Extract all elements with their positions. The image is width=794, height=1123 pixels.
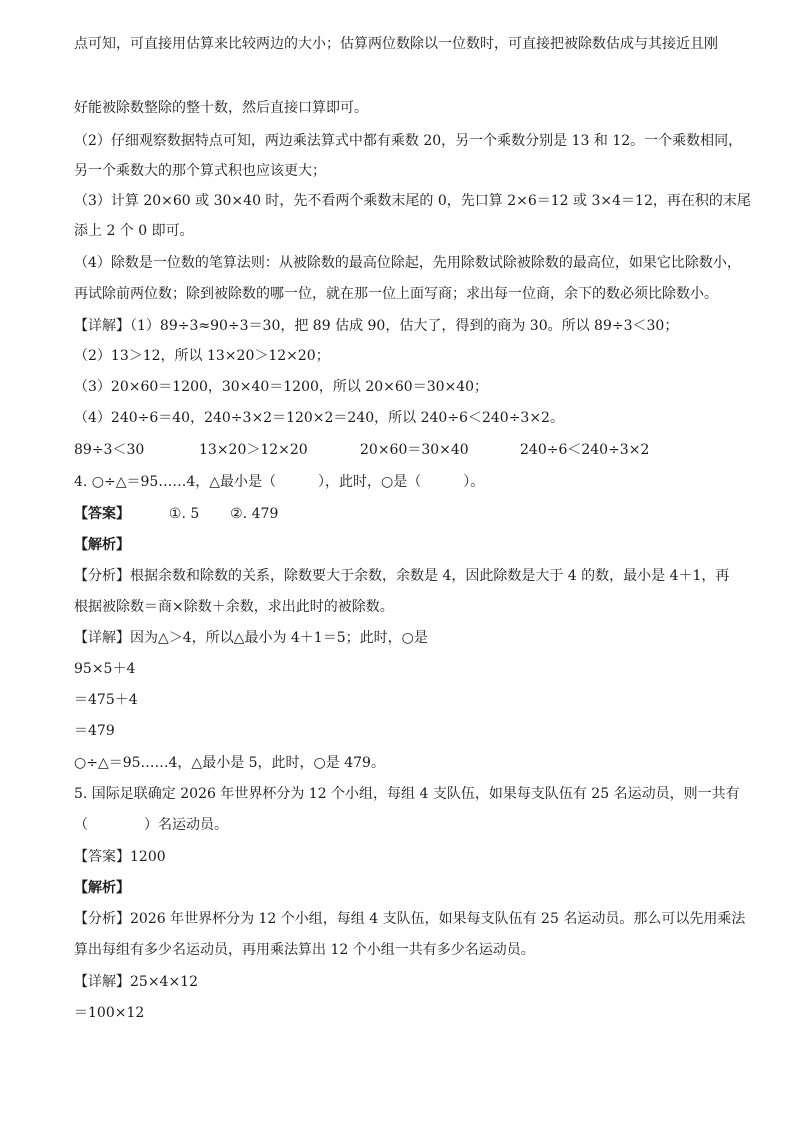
analysis-label: 【解析】 [74,880,130,896]
text-line: （3）计算 20×60 或 30×40 时，先不看两个乘数末尾的 0，先口算 2×6＝12 或 3×4＝12，再在积的末尾 [74,193,751,209]
answer-cell: 13×20＞12×20 [199,442,308,458]
text-line: 【详解】因为△＞4，所以△最小为 4＋1＝5；此时，○是 [74,630,428,646]
text-line: 另一个乘数大的那个算式积也应该更大； [74,163,326,179]
calc-step: ＝479 [74,723,115,739]
text-line: 好能被除数整除的整十数，然后直接口算即可。 [74,100,368,116]
answer-line [74,504,734,524]
answer-value: ②. 479 [230,506,279,522]
text-line: 算出每组有多少名运动员，再用乘法算出 12 个小组一共有多少名运动员。 [74,942,535,958]
answer-line: 【答案】1200 [74,849,166,865]
text-line: ○÷△＝95……4，△最小是 5，此时，○是 479。 [74,755,385,771]
analysis-label: 【解析】 [74,537,130,553]
answer-value: ①. 5 [168,506,200,522]
question-text: （ ）名运动员。 [74,817,228,833]
question-text: 4. ○÷△＝95……4，△最小是（ ），此时，○是（ ）。 [74,474,485,490]
answer-cell: 89÷3＜30 [74,442,145,458]
calc-step: ＝100×12 [74,1005,145,1021]
text-line: 点可知，可直接用估算来比较两边的大小；估算两位数除以一位数时，可直接把被除数估成与其接近且刚 [74,36,718,52]
question-text: 5. 国际足联确定 2026 年世界杯分为 12 个小组，每组 4 支队伍，如果每支队伍有 25 名运动员，则一共有 [74,786,740,802]
text-line: （3）20×60＝1200，30×40＝1200，所以 20×60＝30×40； [74,379,489,395]
text-line: 【详解】（1）89÷3≈90÷3＝30，把 89 估成 90，估大了，得到的商为 30。所以 89÷3＜30； [74,318,679,334]
answer-label: 【答案】 [74,506,130,522]
text-line: 再试除前两位数；除到被除数的哪一位，就在那一位上面写商；求出每一位商，余下的数必须比除数小。 [74,286,718,302]
calc-step: 95×5＋4 [74,661,136,677]
text-line: 根据被除数＝商×除数＋余数，求出此时的被除数。 [74,599,394,615]
text-line: （4）240÷6＝40，240÷3×2＝120×2＝240，所以 240÷6＜240÷3×2。 [74,410,564,426]
answer-cell: 20×60＝30×40 [360,442,469,458]
calc-step: ＝475＋4 [74,692,138,708]
text-line: 【分析】2026 年世界杯分为 12 个小组，每组 4 支队伍，如果每支队伍有 25 名运动员。那么可以先用乘法 [74,911,746,927]
text-line: （2）仔细观察数据特点可知，两边乘法算式中都有乘数 20，另一个乘数分别是 13 和 12。一个乘数相同， [74,133,743,149]
text-line: （2）13＞12，所以 13×20＞12×20； [74,348,330,364]
answer-cell: 240÷6＜240÷3×2 [520,442,650,458]
text-line: （4）除数是一位数的笔算法则：从被除数的最高位除起，先用除数试除被除数的最高位，如果它比除数小， [74,255,741,271]
text-line: 添上 2 个 0 即可。 [74,223,194,239]
text-line: 【分析】根据余数和除数的关系，除数要大于余数，余数是 4，因此除数是大于 4 的数，最小是 4＋1，再 [74,568,730,584]
text-line: 【详解】25×4×12 [74,974,198,990]
